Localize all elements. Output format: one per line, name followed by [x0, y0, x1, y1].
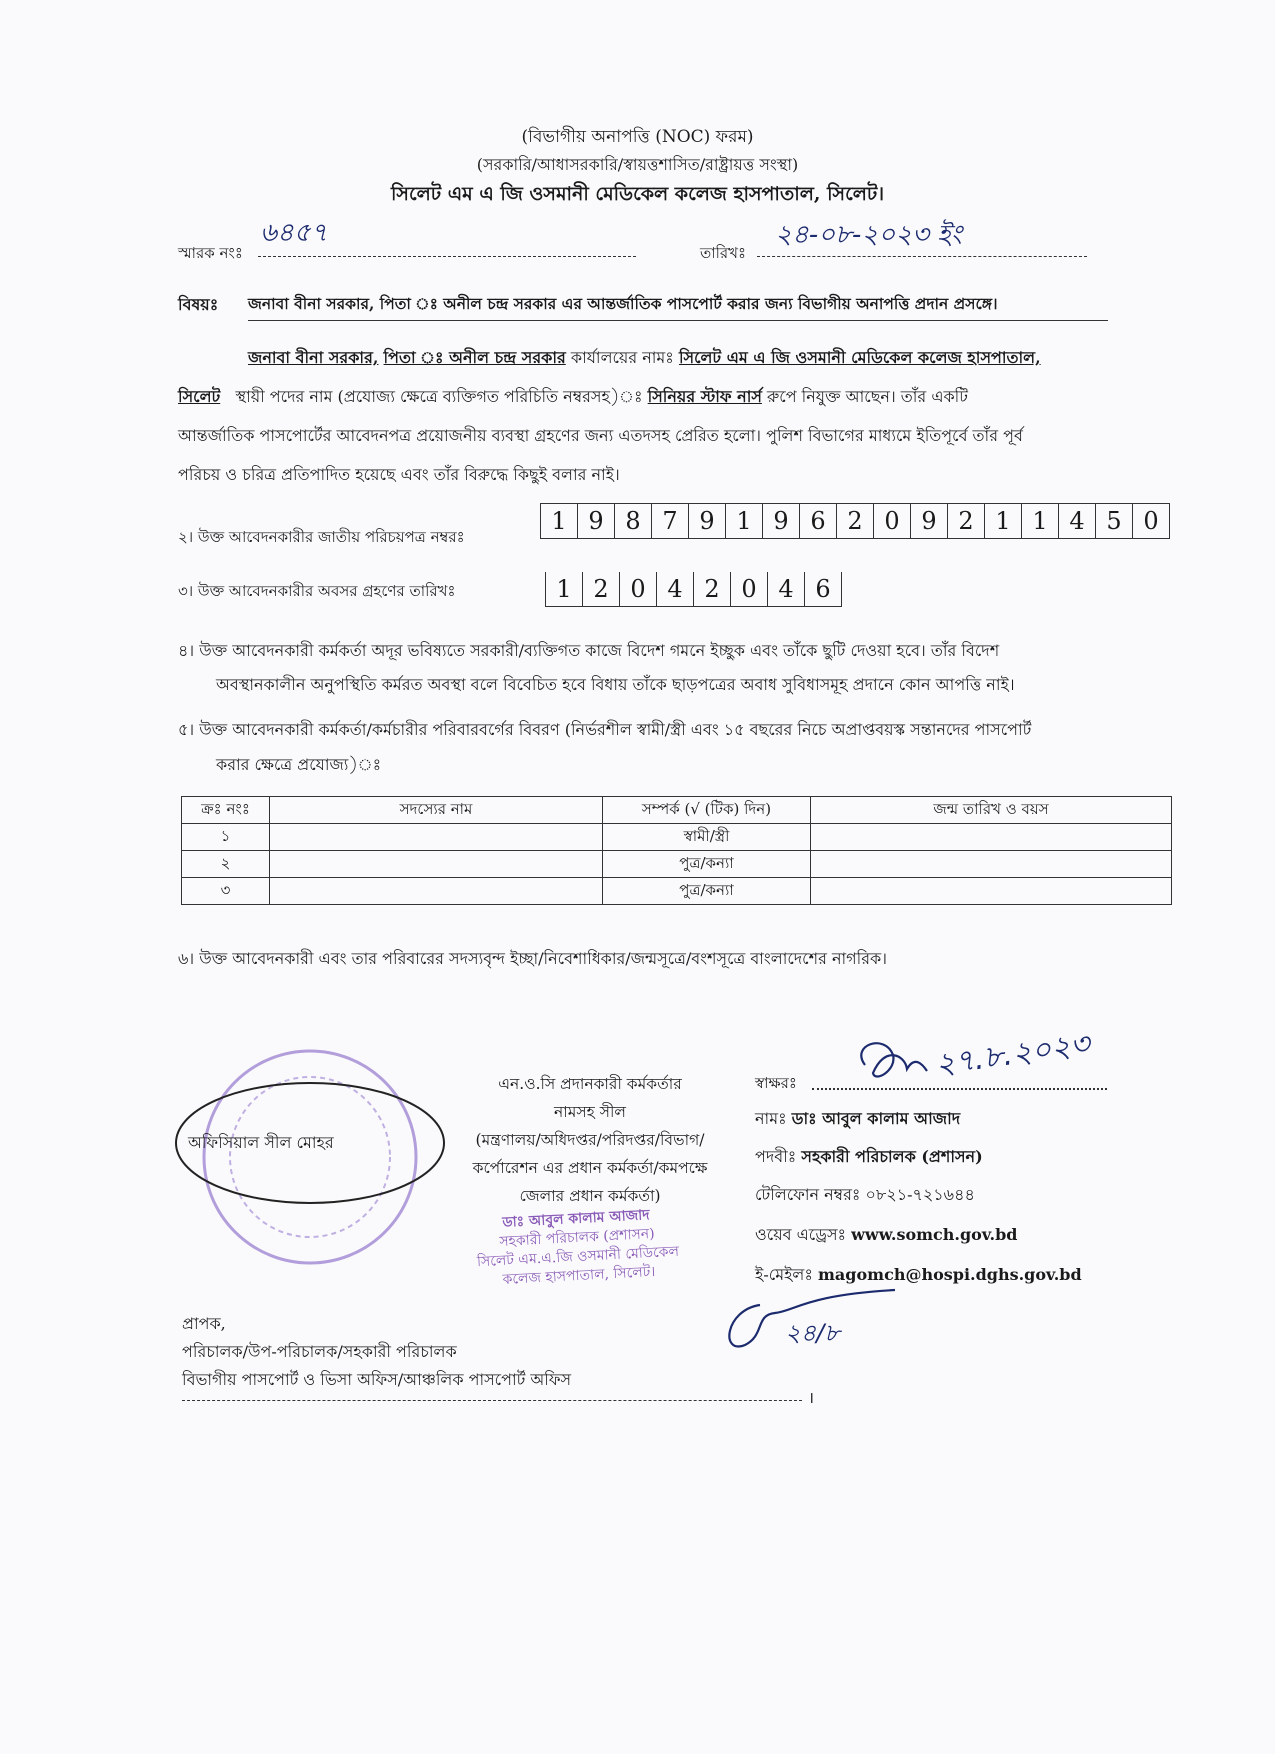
- stamp-line: সিলেট এম.এ.জি ওসমানী মেডিকেল: [476, 1243, 680, 1271]
- table-header: সম্পর্ক (√ (টিক) দিন): [603, 797, 811, 824]
- nid-digit: 6: [800, 504, 837, 538]
- form-subtitle: (সরকারি/আধাসরকারি/স্বায়ত্তশাসিত/রাষ্ট্রায়ত্ত সংস্থা): [476, 155, 799, 174]
- noc-line: জেলার প্রধান কর্মকর্তা): [519, 1187, 661, 1205]
- nid-digit: 2: [948, 504, 985, 538]
- noc-line: (মন্ত্রণালয়/অধিদপ্তর/পরিদপ্তর/বিভাগ/: [475, 1131, 705, 1149]
- memo-line: [258, 256, 636, 257]
- retirement-digit: 0: [731, 572, 768, 606]
- institution-name: সিলেট এম এ জি ওসমানী মেডিকেল কলেজ হাসপাতাল, সিলেট।: [390, 183, 885, 205]
- table-header: জন্ম তারিখ ও বয়স: [811, 797, 1172, 824]
- office-name-cont: সিলেট: [178, 387, 221, 406]
- item-4-line-1: ৪। উক্ত আবেদনকারী কর্মকর্তা অদূর ভবিষ্যতে সরকারী/ব্যক্তিগত কাজে বিদেশ গমনে ইচ্ছুক এবং তাঁকে ছুটি দেওয়া হবে। তাঁর বিদেশ: [178, 641, 1000, 660]
- signatory-name-row: [755, 1106, 960, 1133]
- table-cell: ১: [182, 824, 270, 851]
- table-cell[interactable]: [811, 824, 1172, 851]
- office-label: কার্যালয়ের নামঃ: [570, 348, 674, 367]
- retirement-digit: 1: [546, 572, 583, 606]
- email-label: ই-মেইলঃ: [755, 1265, 813, 1284]
- nid-digit: 1: [1022, 504, 1059, 538]
- table-cell: ২: [182, 851, 270, 878]
- retirement-digit: 4: [768, 572, 805, 606]
- nid-digit: 9: [689, 504, 726, 538]
- table-header: ক্রঃ নংঃ: [182, 797, 270, 824]
- nid-digit: 9: [911, 504, 948, 538]
- nid-digit: 2: [837, 504, 874, 538]
- phone-number: ০৮২১-৭২১৬৪৪: [865, 1185, 975, 1204]
- table-cell: পুত্র/কন্যা: [603, 878, 811, 905]
- retirement-boxes: [545, 572, 842, 607]
- designation-label: পদবীঃ: [755, 1147, 797, 1166]
- recipient-line: পরিচালক/উপ-পরিচালক/সহকারী পরিচালক: [182, 1342, 457, 1361]
- item-5: [178, 712, 1168, 782]
- retirement-digit: 4: [657, 572, 694, 606]
- subject-label: বিষয়ঃ: [178, 295, 219, 314]
- table-cell: স্বামী/স্ত্রী: [603, 824, 811, 851]
- phone-label: টেলিফোন নম্বরঃ: [755, 1185, 861, 1204]
- officer-stamp: [453, 1204, 702, 1293]
- table-cell[interactable]: [270, 824, 603, 851]
- table-cell[interactable]: [270, 851, 603, 878]
- item-4-line-2: অবস্থানকালীন অনুপস্থিতি কর্মরত অবস্থা বলে বিবেচিত হবে বিধায় তাঁকে ছাড়পত্রের অবাধ সুবিধাসমূহ প্রদানে কোন আপত্তি নাই।: [216, 675, 1015, 694]
- nid-digit: 0: [874, 504, 911, 538]
- noc-line: এন.ও.সি প্রদানকারী কর্মকর্তার: [498, 1075, 682, 1093]
- designation-row: [755, 1144, 983, 1171]
- nid-digit: 4: [1059, 504, 1096, 538]
- form-title: (বিভাগীয় অনাপত্তি (NOC) ফরম): [521, 127, 754, 147]
- nid-digit: 9: [578, 504, 615, 538]
- retirement-label: ৩। উক্ত আবেদনকারীর অবসর গ্রহণের তারিখঃ: [178, 582, 456, 600]
- web-address[interactable]: www.somch.gov.bd: [851, 1225, 1018, 1244]
- official-seal: [165, 1035, 455, 1280]
- nid-digit: 1: [541, 504, 578, 538]
- web-row: [755, 1222, 1017, 1249]
- phone-row: [755, 1182, 975, 1209]
- table-cell: পুত্র/কন্যা: [603, 851, 811, 878]
- subject-text: জনাবা বীনা সরকার, পিতা ঃ অনীল চন্দ্র সরকার এর আন্তর্জাতিক পাসপোর্ট করার জন্য বিভাগীয় অনাপত্তি প্রদান প্রসঙ্গে।: [248, 292, 1108, 321]
- noc-line: নামসহ সীল: [554, 1103, 626, 1121]
- memo-number: ৬৪৫৭: [260, 218, 328, 248]
- recipient-end: ।: [808, 1388, 815, 1407]
- body-line-4: পরিচয় ও চরিত্র প্রতিপাদিত হয়েছে এবং তাঁর বিরুদ্ধে কিছুই বলার নাই।: [178, 465, 620, 484]
- retirement-digit: 6: [815, 575, 831, 603]
- office-name: সিলেট এম এ জি ওসমানী মেডিকেল কলেজ হাসপাতাল,: [678, 348, 1041, 367]
- nid-digit: 1: [985, 504, 1022, 538]
- nid-digit: 0: [1143, 507, 1159, 535]
- recipient-block: [182, 1310, 571, 1394]
- recipient-line: বিভাগীয় পাসপোর্ট ও ভিসা অফিস/আঞ্চলিক পাসপোর্ট অফিস: [182, 1370, 572, 1389]
- recipient-line: প্রাপক,: [182, 1314, 226, 1333]
- table-header: সদস্যের নাম: [270, 797, 603, 824]
- post-rest: রুপে নিযুক্ত আছেন। তাঁর একটি: [767, 387, 968, 406]
- item-4: [178, 634, 1168, 702]
- nid-digit: 9: [763, 504, 800, 538]
- applicant-name: জনাবা বীনা সরকার,: [248, 348, 379, 367]
- date-label: তারিখঃ: [700, 244, 746, 262]
- item-5-line-1: ৫। উক্ত আবেদনকারী কর্মকর্তা/কর্মচারীর পরিবারবর্গের বিবরণ (নির্ভরশীল স্বামী/স্ত্রী এবং ১৫ বছরের নিচে অপ্রাপ্তবয়স্ক সন্তানদের পাসপোর্ট: [178, 720, 1032, 739]
- nid-label: ২। উক্ত আবেদনকারীর জাতীয় পরিচয়পত্র নম্বরঃ: [178, 528, 465, 546]
- stamp-line: কলেজ হাসপাতাল, সিলেট।: [502, 1263, 656, 1288]
- signature-label: স্বাক্ষরঃ: [755, 1074, 797, 1092]
- table-cell[interactable]: [811, 851, 1172, 878]
- name-label: নামঃ: [755, 1109, 787, 1128]
- item-6: ৬। উক্ত আবেদনকারী এবং তার পরিবারের সদস্যবৃন্দ ইচ্ছা/নিবেশাধিকার/জন্মসূত্রে/বংশসূত্রে বাংলাদেশের নাগরিক।: [178, 949, 887, 968]
- signature-date: ২৭.৮.২০২৩: [933, 1026, 1093, 1083]
- designation: সহকারী পরিচালক (প্রশাসন): [801, 1147, 983, 1166]
- noc-officer-seal-note: [440, 1070, 740, 1210]
- table-header-row: [182, 797, 1172, 824]
- recipient-line-dotted: [182, 1400, 802, 1401]
- table-cell[interactable]: [811, 878, 1172, 905]
- nid-digit: 1: [726, 504, 763, 538]
- post-name: সিনিয়র স্টাফ নার্স: [647, 387, 762, 406]
- item-5-line-2: করার ক্ষেত্রে প্রযোজ্য)ঃ: [216, 755, 382, 774]
- noc-line: কর্পোরেশন এর প্রধান কর্মকর্তা/কমপক্ষে: [472, 1159, 708, 1177]
- family-table: [181, 796, 1172, 905]
- memo-label: স্মারক নংঃ: [178, 244, 243, 262]
- nid-digit: 5: [1096, 504, 1133, 538]
- initial-date: ২৪/৮: [785, 1319, 840, 1347]
- body-paragraph: [178, 338, 1168, 494]
- email-address[interactable]: magomch@hospi.dghs.gov.bd: [817, 1265, 1082, 1284]
- table-cell: ৩: [182, 878, 270, 905]
- body-line-3: আন্তর্জাতিক পাসপোর্টের আবেদনপত্র প্রয়োজনীয় ব্যবস্থা গ্রহণের জন্য এতদসহ প্রেরিত হলো। পুলিশ বিভাগের মাধ্যমে ইতিপূর্বে তাঁর পূর্ব: [178, 426, 1023, 445]
- retirement-digit: 0: [620, 572, 657, 606]
- retirement-digit: 2: [583, 572, 620, 606]
- nid-digit: 7: [652, 504, 689, 538]
- post-label: স্থায়ী পদের নাম (প্রযোজ্য ক্ষেত্রে ব্যক্তিগত পরিচিতি নম্বরসহ)ঃ: [235, 387, 643, 406]
- stamp-line: ডাঃ আবুল কালাম আজাদ: [501, 1207, 651, 1231]
- signatory-name: ডাঃ আবুল কালাম আজাদ: [791, 1109, 961, 1128]
- table-cell[interactable]: [270, 878, 603, 905]
- table-row: [182, 878, 1172, 905]
- table-row: [182, 824, 1172, 851]
- nid-digit: 8: [615, 504, 652, 538]
- date-value: ২৪-০৮-২০২৩ ইং: [775, 220, 962, 250]
- stamp-line: সহকারী পরিচালক (প্রশাসন): [498, 1225, 656, 1251]
- nid-boxes: [540, 503, 1170, 539]
- table-row: [182, 851, 1172, 878]
- retirement-digit: 2: [694, 572, 731, 606]
- web-label: ওয়েব এড্রেসঃ: [755, 1225, 847, 1244]
- applicant-father: পিতা ঃ অনীল চন্দ্র সরকার: [383, 348, 566, 367]
- seal-label: অফিসিয়াল সীল মোহর: [188, 1133, 334, 1152]
